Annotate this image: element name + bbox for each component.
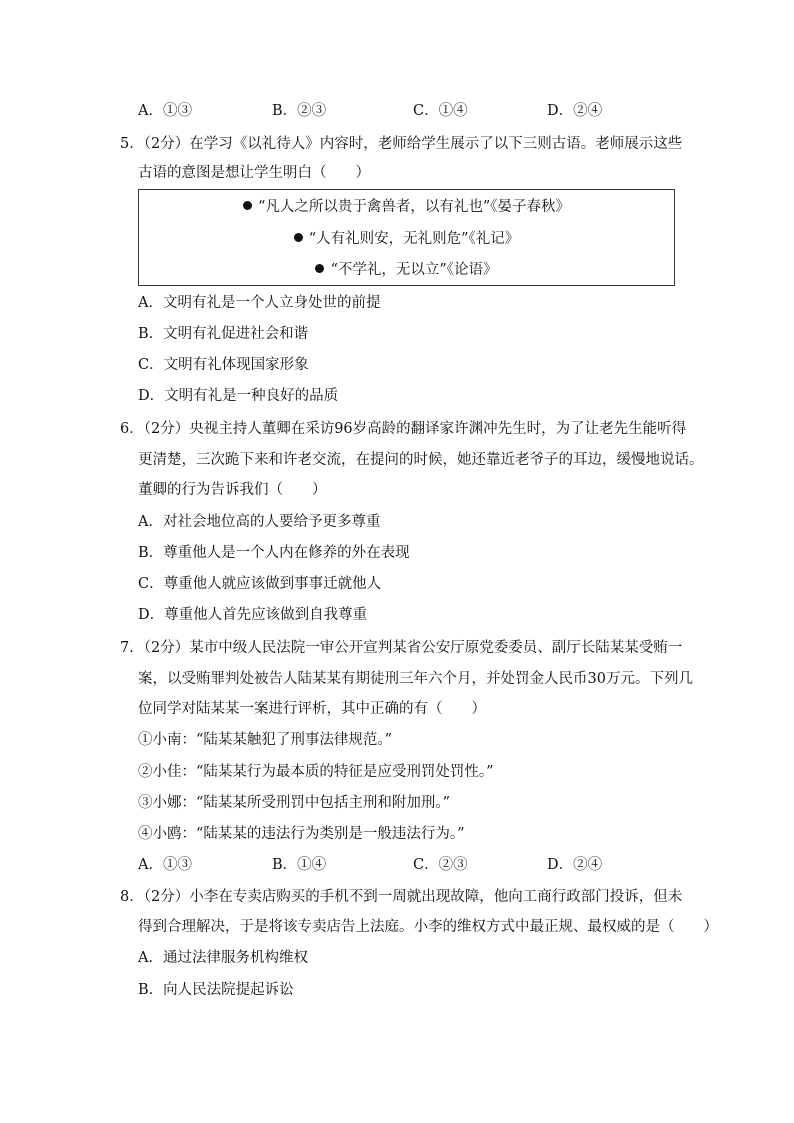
q7-stem-line2: 案，以受贿罪判处被告人陆某某有期徒刑三年六个月，并处罚金人民币30万元。下列几 [138,671,693,687]
q6-option-b: B．尊重他人是一个人内在修养的外在表现 [138,545,410,561]
q4-option-b: B．②③ [272,103,327,119]
q7-stem-line3: 位同学对陆某某一案进行评析，其中正确的有（ ） [138,701,486,717]
q5-quote-2 [139,229,674,249]
q6-option-a: A．对社会地位高的人要给予更多尊重 [138,514,381,530]
q7-option-c: C．②③ [413,857,468,873]
q5-option-a: A．文明有礼是一个人立身处世的前提 [138,295,381,311]
bullet-icon [294,233,303,242]
bullet-icon [315,264,324,273]
q7-option-a: A．①③ [138,857,192,873]
q6-option-d: D．尊重他人首先应该做到自我尊重 [138,607,368,623]
q4-option-d: D．②④ [547,103,603,119]
q5-stem-line1: 5．（2分）在学习《以礼待人》内容时，老师给学生展示了以下三则古语。老师展示这些 [120,136,683,152]
q5-option-d: D．文明有礼是一种良好的品质 [138,388,339,404]
q5-quote-3 [139,260,674,280]
q8-stem-line2: 得到合理解决，于是将该专卖店告上法庭。小李的维权方式中最正规、最权威的是（ ） [138,919,718,935]
q7-option-b: B．①④ [272,857,327,873]
bullet-icon [243,201,252,210]
q7-statement-4: ④小鸥：“陆某某的违法行为类别是一般违法行为。” [138,826,465,842]
q5-quote-box [138,189,675,286]
q5-quote-1-text: “凡人之所以贵于禽兽者，以有礼也”《晏子春秋》 [257,199,571,215]
q7-statement-1: ①小南：“陆某某触犯了刑事法律规范。” [138,732,393,748]
q7-statement-3: ③小娜：“陆某某所受刑罚中包括主刑和附加刑。” [138,795,451,811]
q5-quote-1 [139,197,674,217]
q8-option-b: B．向人民法院提起诉讼 [138,982,294,998]
q5-option-b: B．文明有礼促进社会和谐 [138,326,309,342]
q5-option-c: C．文明有礼体现国家形象 [138,357,309,373]
q6-option-c: C．尊重他人就应该做到事事迁就他人 [138,576,382,592]
q5-quote-3-text: “不学礼，无以立”《论语》 [330,262,498,278]
q7-option-d: D．②④ [547,857,603,873]
q6-stem-line3: 董卿的行为告诉我们（ ） [138,482,327,498]
q7-stem-line1: 7．（2分）某市中级人民法院一审公开宣判某省公安厅原党委委员、副厅长陆某某受贿一 [120,640,683,656]
q5-quote-2-text: “人有礼则安，无礼则危”《礼记》 [308,231,520,247]
q4-option-c: C．①④ [413,103,468,119]
q8-option-a: A．通过法律服务机构维权 [138,950,308,966]
q7-statement-2: ②小佳：“陆某某行为最本质的特征是应受刑罚处罚性。” [138,764,494,780]
q6-stem-line1: 6．（2分）央视主持人董卿在采访96岁高龄的翻译家许渊冲先生时，为了让老先生能听得 [120,421,687,437]
q6-stem-line2: 更清楚，三次跪下来和许老交流，在提问的时候，她还靠近老爷子的耳边，缓慢地说话。 [138,452,704,468]
q4-options [0,101,794,121]
q8-stem-line1: 8．（2分）小李在专卖店购买的手机不到一周就出现故障，他向工商行政部门投诉，但未 [120,889,683,905]
q7-options [0,855,794,875]
q5-stem-line2: 古语的意图是想让学生明白（ ） [138,165,370,181]
q4-option-a: A．①③ [138,103,192,119]
